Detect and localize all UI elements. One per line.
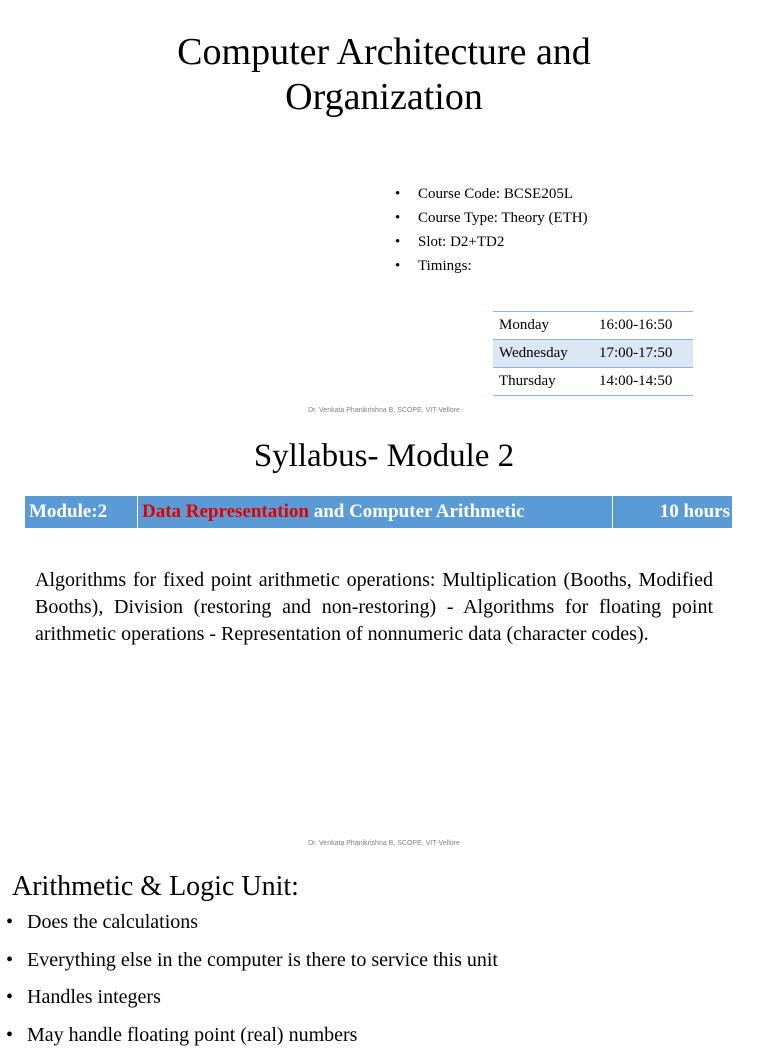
- timings-row: [493, 340, 693, 368]
- timings-item: • Timings:: [395, 255, 588, 279]
- day-cell: Thursday: [493, 368, 593, 396]
- alu-title: Arithmetic & Logic Unit:: [12, 870, 299, 904]
- time-cell: 16:00-16:50: [593, 312, 693, 340]
- module-name-highlight: Data Representation: [142, 501, 309, 523]
- course-info-list: [395, 183, 588, 279]
- module-hours: 10 hours: [613, 496, 732, 528]
- alu-point: • Everything else in the computer is there to service this unit: [0, 947, 498, 985]
- timings-table: [493, 311, 693, 396]
- course-type-item: • Course Type: Theory (ETH): [395, 207, 588, 231]
- day-cell: Monday: [493, 312, 593, 340]
- alu-point: • May handle floating point (real) numbers: [0, 1022, 498, 1059]
- title-line-2: Organization: [0, 75, 768, 120]
- course-title: [0, 30, 768, 120]
- alu-points-list: [0, 909, 498, 1059]
- timings-row: [493, 312, 693, 340]
- title-line-1: Computer Architecture and: [0, 30, 768, 75]
- module-title: Syllabus- Module 2: [0, 436, 768, 476]
- slide-footer: Dr. Venkata Phanikrishna B, SCOPE, VIT-Vellore: [0, 407, 768, 414]
- timings-row: [493, 368, 693, 396]
- module-name: [138, 496, 613, 528]
- module-header-bar: [25, 496, 732, 528]
- module-number: Module:2: [25, 496, 138, 528]
- time-cell: 14:00-14:50: [593, 368, 693, 396]
- module-name-rest: and Computer Arithmetic: [309, 501, 525, 523]
- slide-footer: Dr. Venkata Phanikrishna B, SCOPE, VIT-Vellore: [0, 840, 768, 847]
- module-description: Algorithms for fixed point arithmetic operations: Multiplication (Booths, Modified Booths), Division (restoring and non-restoring) - Algorithms for floating point arithmetic operations - Representation of nonnumeric data (character codes).: [35, 567, 713, 648]
- day-cell: Wednesday: [493, 340, 593, 368]
- slot-item: • Slot: D2+TD2: [395, 231, 588, 255]
- time-cell: 17:00-17:50: [593, 340, 693, 368]
- course-code-item: • Course Code: BCSE205L: [395, 183, 588, 207]
- alu-point: • Handles integers: [0, 984, 498, 1022]
- alu-point: • Does the calculations: [0, 909, 498, 947]
